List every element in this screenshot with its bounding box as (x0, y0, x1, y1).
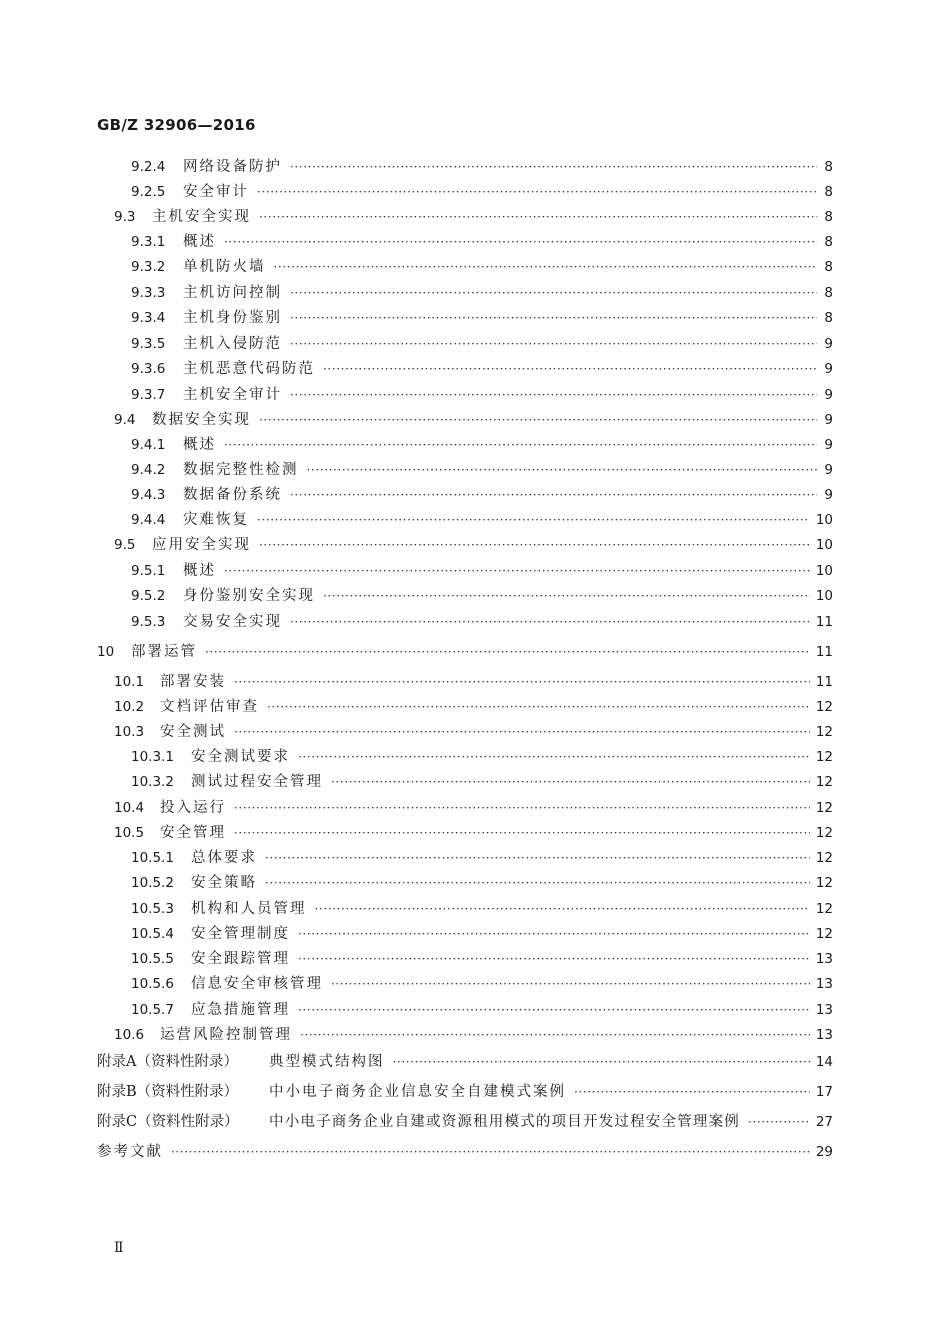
toc-entry-page: 12 (815, 774, 833, 790)
toc-entry-title: 安全策略 (191, 875, 257, 891)
toc-entry-number: 10.5.6 (131, 976, 174, 992)
toc-entry-title: 中小电子商务企业自建或资源租用模式的项目开发过程安全管理案例 (269, 1114, 740, 1130)
toc-entry-page: 29 (815, 1144, 833, 1160)
toc-entry-title: 投入运行 (160, 800, 226, 816)
toc-dot-leader (274, 255, 818, 279)
toc-entry-title: 部署安装 (160, 674, 226, 690)
toc-dot-leader (574, 1080, 810, 1104)
toc-entry[interactable] (131, 230, 833, 254)
toc-entry[interactable] (131, 897, 833, 921)
toc-entry-number: 9.4.2 (131, 462, 166, 478)
toc-entry-title: 安全管理 (160, 825, 226, 841)
toc-entry-title: 交易安全实现 (183, 614, 282, 630)
toc-entry-title: 信息安全审核管理 (191, 976, 323, 992)
toc-entry-title: 典型模式结构图 (269, 1054, 385, 1070)
toc-entry-title: 中小电子商务企业信息安全自建模式案例 (269, 1084, 566, 1100)
toc-entry-title: 总体要求 (191, 850, 257, 866)
toc-entry[interactable] (131, 559, 833, 583)
toc-entry-page: 9 (824, 462, 833, 478)
toc-entry-page: 8 (824, 159, 833, 175)
toc-dot-leader (748, 1110, 810, 1134)
toc-entry-title: 主机入侵防范 (183, 336, 282, 352)
toc-entry-page: 12 (815, 749, 833, 765)
toc-entry-page: 8 (824, 259, 833, 275)
toc-entry[interactable] (97, 1050, 833, 1074)
toc-entry-page: 17 (815, 1084, 833, 1100)
toc-dot-leader (265, 846, 810, 870)
toc-entry-page: 9 (824, 336, 833, 352)
toc-entry[interactable] (131, 458, 833, 482)
toc-dot-leader (234, 670, 810, 694)
toc-dot-leader (298, 947, 810, 971)
toc-entry-number: 9.3.3 (131, 285, 166, 301)
toc-entry-page: 13 (815, 951, 833, 967)
toc-entry-page: 8 (824, 234, 833, 250)
toc-entry-title: 安全跟踪管理 (191, 951, 290, 967)
toc-entry-title: 数据完整性检测 (183, 462, 299, 478)
toc-entry[interactable] (131, 483, 833, 507)
toc-entry-number: 10.1 (114, 674, 145, 690)
toc-entry-number: 10.2 (114, 699, 145, 715)
toc-dot-leader (323, 584, 810, 608)
toc-entry[interactable] (131, 770, 833, 794)
toc-dot-leader (331, 770, 810, 794)
toc-dot-leader (224, 433, 817, 457)
toc-entry-page: 13 (815, 976, 833, 992)
toc-entry-page: 12 (815, 800, 833, 816)
toc-entry[interactable] (131, 155, 833, 179)
toc-entry-number: 9.3.2 (131, 259, 166, 275)
toc-entry-page: 11 (815, 644, 833, 660)
toc-entry-page: 12 (815, 724, 833, 740)
toc-dot-leader (259, 533, 810, 557)
toc-entry[interactable] (131, 383, 833, 407)
toc-dot-leader (290, 155, 817, 179)
toc-entry-page: 12 (815, 901, 833, 917)
toc-entry-page: 8 (824, 310, 833, 326)
toc-entry-number: 附录B（资料性附录） (97, 1084, 239, 1100)
toc-entry-title: 概述 (183, 437, 216, 453)
toc-entry-title: 单机防火墙 (183, 259, 266, 275)
toc-entry-title: 文档评估审查 (160, 699, 259, 715)
toc-entry[interactable] (131, 433, 833, 457)
toc-entry-number: 10.6 (114, 1027, 145, 1043)
toc-entry-title: 主机安全实现 (152, 209, 251, 225)
page-number: Ⅱ (114, 1240, 124, 1256)
toc-dot-leader (224, 559, 810, 583)
toc-entry-page: 11 (815, 614, 833, 630)
toc-entry-page: 12 (815, 699, 833, 715)
toc-entry-number: 9.5 (114, 537, 136, 553)
toc-entry-page: 9 (824, 487, 833, 503)
toc-entry-number: 10.5.3 (131, 901, 174, 917)
toc-entry[interactable] (131, 972, 833, 996)
toc-entry-page: 13 (815, 1027, 833, 1043)
toc-dot-leader (290, 483, 817, 507)
toc-dot-leader (290, 281, 817, 305)
toc-entry[interactable] (131, 180, 833, 204)
toc-entry-page: 9 (824, 387, 833, 403)
toc-entry-page: 12 (815, 825, 833, 841)
toc-entry-number: 附录C（资料性附录） (97, 1114, 239, 1130)
toc-entry[interactable] (114, 720, 833, 744)
toc-dot-leader (393, 1050, 810, 1074)
toc-entry[interactable] (131, 281, 833, 305)
toc-entry-number: 9.4 (114, 412, 136, 428)
toc-dot-leader (259, 408, 817, 432)
toc-entry-page: 10 (815, 563, 833, 579)
toc-dot-leader (331, 972, 810, 996)
toc-entry-title: 安全测试 (160, 724, 226, 740)
toc-dot-leader (234, 796, 810, 820)
toc-entry[interactable] (114, 695, 833, 719)
toc-entry[interactable] (131, 998, 833, 1022)
toc-entry[interactable] (131, 846, 833, 870)
toc-entry[interactable] (114, 670, 833, 694)
toc-entry-page: 12 (815, 850, 833, 866)
toc-entry-number: 9.3.7 (131, 387, 166, 403)
toc-dot-leader (257, 508, 810, 532)
toc-entry-page: 10 (815, 588, 833, 604)
toc-entry-number: 附录A（资料性附录） (97, 1054, 238, 1070)
toc-dot-leader (171, 1140, 810, 1164)
toc-dot-leader (307, 458, 818, 482)
toc-entry-number: 10 (97, 644, 115, 660)
toc-entry-title: 数据安全实现 (152, 412, 251, 428)
toc-dot-leader (315, 897, 810, 921)
toc-entry-number: 10.5.5 (131, 951, 174, 967)
toc-dot-leader (298, 922, 810, 946)
toc-entry[interactable] (114, 205, 833, 229)
toc-entry-number: 9.2.5 (131, 184, 166, 200)
toc-entry-page: 9 (824, 437, 833, 453)
toc-entry-title: 概述 (183, 563, 216, 579)
toc-entry-title: 身份鉴别安全实现 (183, 588, 315, 604)
toc-dot-leader (290, 332, 817, 356)
toc-dot-leader (234, 720, 810, 744)
toc-entry-title: 安全测试要求 (191, 749, 290, 765)
toc-entry[interactable] (131, 508, 833, 532)
toc-entry-title: 数据备份系统 (183, 487, 282, 503)
toc-entry-title: 主机安全审计 (183, 387, 282, 403)
toc-entry-page: 9 (824, 412, 833, 428)
toc-entry[interactable] (131, 255, 833, 279)
toc-entry-number: 10.3 (114, 724, 145, 740)
toc-entry-number: 10.3.1 (131, 749, 174, 765)
toc-entry[interactable] (131, 332, 833, 356)
toc-entry-title: 参考文献 (97, 1144, 163, 1160)
toc-dot-leader (224, 230, 817, 254)
toc-entry-title: 主机访问控制 (183, 285, 282, 301)
toc-entry-number: 9.4.3 (131, 487, 166, 503)
toc-entry-number: 9.4.1 (131, 437, 166, 453)
toc-entry-number: 10.5.1 (131, 850, 174, 866)
toc-entry-page: 13 (815, 1002, 833, 1018)
toc-entry-page: 8 (824, 285, 833, 301)
toc-entry-page: 12 (815, 926, 833, 942)
toc-entry-title: 部署运管 (131, 644, 197, 660)
toc-entry-title: 主机恶意代码防范 (183, 361, 315, 377)
toc-entry-number: 9.3.5 (131, 336, 166, 352)
toc-entry-number: 9.5.2 (131, 588, 166, 604)
toc-entry-title: 灾难恢复 (183, 512, 249, 528)
toc-entry[interactable] (131, 947, 833, 971)
toc-dot-leader (300, 1023, 810, 1047)
toc-entry-number: 9.5.1 (131, 563, 166, 579)
toc-dot-leader (290, 383, 817, 407)
toc-entry[interactable] (131, 610, 833, 634)
toc-entry-number: 10.5 (114, 825, 145, 841)
toc-entry-page: 8 (824, 184, 833, 200)
toc-entry-title: 安全管理制度 (191, 926, 290, 942)
toc-entry[interactable] (114, 408, 833, 432)
toc-dot-leader (257, 180, 817, 204)
toc-dot-leader (298, 745, 810, 769)
toc-entry[interactable] (97, 1140, 833, 1164)
toc-dot-leader (290, 610, 810, 634)
toc-entry-title: 网络设备防护 (183, 159, 282, 175)
toc-entry-page: 8 (824, 209, 833, 225)
toc-entry-number: 9.5.3 (131, 614, 166, 630)
toc-dot-leader (323, 357, 817, 381)
toc-entry[interactable] (114, 533, 833, 557)
toc-entry-page: 11 (815, 674, 833, 690)
toc-entry[interactable] (131, 871, 833, 895)
toc-entry[interactable] (131, 306, 833, 330)
toc-entry-title: 运营风险控制管理 (160, 1027, 292, 1043)
toc-entry-page: 10 (815, 537, 833, 553)
toc-entry[interactable] (131, 357, 833, 381)
toc-entry-page: 14 (815, 1054, 833, 1070)
toc-entry-number: 9.3.4 (131, 310, 166, 326)
toc-entry-number: 10.5.2 (131, 875, 174, 891)
toc-entry-title: 应急措施管理 (191, 1002, 290, 1018)
toc-entry-number: 10.5.7 (131, 1002, 174, 1018)
toc-entry[interactable] (131, 922, 833, 946)
toc-entry-title: 概述 (183, 234, 216, 250)
toc-entry[interactable] (97, 1080, 833, 1104)
toc-entry[interactable] (131, 745, 833, 769)
toc-entry[interactable] (114, 1023, 833, 1047)
document-standard-number: GB/Z 32906—2016 (97, 116, 256, 134)
toc-entry-page: 9 (824, 361, 833, 377)
toc-entry-number: 10.5.4 (131, 926, 174, 942)
toc-entry-page: 12 (815, 875, 833, 891)
toc-entry-title: 应用安全实现 (152, 537, 251, 553)
toc-entry-number: 9.4.4 (131, 512, 166, 528)
toc-entry-number: 9.2.4 (131, 159, 166, 175)
toc-dot-leader (259, 205, 817, 229)
toc-entry-title: 测试过程安全管理 (191, 774, 323, 790)
toc-entry-page: 27 (815, 1114, 833, 1130)
toc-entry-number: 10.3.2 (131, 774, 174, 790)
toc-entry[interactable] (114, 796, 833, 820)
toc-dot-leader (234, 821, 810, 845)
toc-dot-leader (265, 871, 810, 895)
toc-entry[interactable] (97, 640, 833, 664)
toc-dot-leader (298, 998, 810, 1022)
toc-dot-leader (267, 695, 810, 719)
toc-entry-title: 主机身份鉴别 (183, 310, 282, 326)
toc-entry[interactable] (114, 821, 833, 845)
toc-entry-number: 9.3 (114, 209, 136, 225)
toc-entry[interactable] (97, 1110, 833, 1134)
toc-entry-page: 10 (815, 512, 833, 528)
toc-entry-number: 9.3.1 (131, 234, 166, 250)
toc-dot-leader (205, 640, 810, 664)
toc-entry-title: 机构和人员管理 (191, 901, 307, 917)
toc-entry-number: 10.4 (114, 800, 145, 816)
toc-entry-number: 9.3.6 (131, 361, 166, 377)
toc-entry-title: 安全审计 (183, 184, 249, 200)
toc-dot-leader (290, 306, 817, 330)
toc-entry[interactable] (131, 584, 833, 608)
